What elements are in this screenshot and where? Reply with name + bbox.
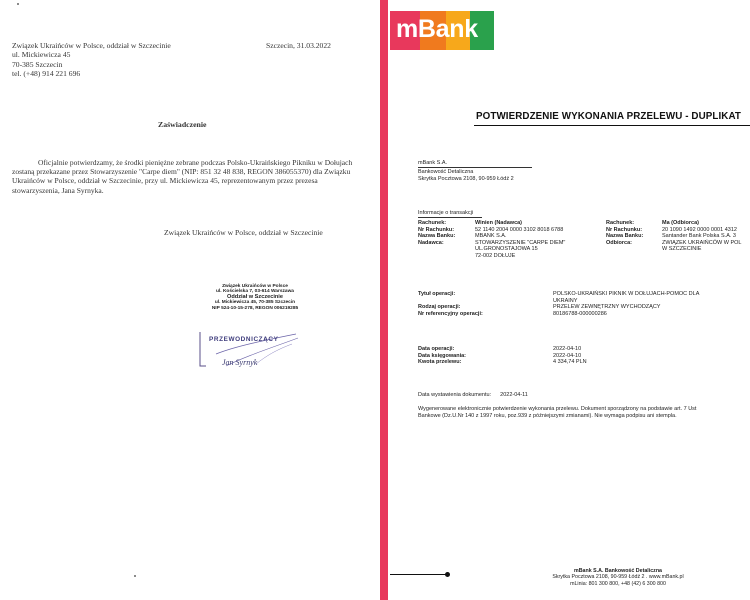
bank-transfer-confirmation: [388, 0, 750, 600]
receiver-labels: [606, 220, 643, 246]
field-label: Nr Rachunku:: [418, 226, 455, 233]
legal-line: Wygenerowane elektronicznie potwierdzenie wykonania przelewu. Dokument sporządzony na podstawie art. 7 Ust: [418, 406, 697, 412]
sender-address: [12, 41, 171, 79]
field-value: POLSKO-UKRAIŃSKI PIKNIK W DOŁUJACH-POMOC DLA: [553, 291, 700, 297]
sender-labels: [418, 220, 455, 246]
issuer-underline: [418, 167, 532, 168]
signature-name: Jan Syrnyk: [222, 358, 258, 367]
logo-text: mBank: [396, 15, 478, 43]
signature-stamp: [196, 326, 306, 376]
footer-line-text: Skrytka Pocztowa 2108, 90-959 Łódź 2 . www.mBank.pl: [552, 574, 684, 581]
mbank-logo: [390, 11, 494, 50]
letter-closing: Związek Ukraińców w Polsce, oddział w Szczecinie: [164, 228, 323, 237]
field-label: Nadawca:: [418, 239, 444, 246]
field-label: Nazwa Banku:: [418, 233, 456, 239]
footer-line: [390, 574, 446, 575]
field-label: Rachunek:: [606, 220, 635, 226]
issue-date-label: Data wystawienia dokumentu:: [418, 392, 492, 398]
field-value: Winien (Nadawca): [475, 220, 523, 226]
field-label: Odbiorca:: [606, 239, 632, 246]
page-divider: [380, 0, 388, 600]
sender-line: 70-385 Szczecin: [12, 59, 63, 69]
transaction-info-header: Informacje o transakcji: [418, 210, 474, 216]
date-labels: [418, 346, 466, 366]
letter-title: Zaświadczenie: [158, 120, 207, 129]
stamp-line: ul. Mickiewicza 45, 70-385 Szczecin: [214, 300, 296, 306]
operation-values: [553, 291, 699, 317]
footer-line-text: mBank S.A. Bankowość Detaliczna: [573, 568, 662, 574]
stamp-line: NIP 524-10-15-278, REGON 006219285: [211, 305, 299, 311]
field-value: 4 334,74 PLN: [553, 359, 587, 365]
field-value: 80186788-000000286: [553, 310, 607, 317]
field-value: Santander Bank Polska S.A. 3: [662, 233, 736, 239]
title-underline: [474, 125, 750, 126]
field-label: Nr referencyjny operacji:: [418, 310, 483, 317]
organization-stamp: [200, 284, 310, 311]
field-value: PRZELEW ZEWNĘTRZNY WYCHODZĄCY: [553, 304, 661, 310]
field-label: Rachunek:: [418, 220, 447, 226]
field-value: W SZCZECINIE: [662, 246, 702, 252]
field-label: Nazwa Banku:: [606, 233, 644, 239]
footer-line-text: mLinia: 801 300 800, +48 (42) 6 300 800: [570, 580, 666, 587]
bank-footer: [528, 568, 708, 587]
field-value: UKRAINY: [553, 297, 578, 304]
field-value: ZWIĄZEK UKRAIŃCÓW W POL: [662, 239, 742, 246]
field-label: Nr Rachunku:: [606, 226, 643, 233]
issue-date-value: 2022-04-11: [500, 392, 528, 398]
field-value: 2022-04-10: [553, 352, 582, 359]
issuer-block: [418, 169, 514, 182]
operation-labels: [418, 291, 483, 317]
issuer-line: Bankowość Detaliczna: [418, 169, 474, 175]
field-value: 2022-04-10: [553, 346, 582, 352]
signature-title: PRZEWODNICZĄCY: [209, 336, 279, 343]
field-label: Tytuł operacji:: [418, 291, 456, 297]
field-value: Ma (Odbiorca): [662, 220, 699, 226]
field-label: Rodzaj operacji:: [418, 304, 461, 310]
field-value: STOWARZYSZENIE "CARPE DIEM": [475, 239, 566, 246]
stamp-line: Związek Ukraińców w Polsce: [222, 284, 288, 289]
sender-line: ul. Mickiewicza 45: [12, 50, 71, 60]
issuer-line: Skrytka Pocztowa 2108, 90-959 Łódź 2: [418, 175, 514, 182]
field-value: UL.GRONOSTAJOWA 15: [475, 246, 538, 252]
signature-stroke-icon: [196, 326, 306, 376]
date-values: [553, 346, 587, 366]
field-value: 52 1140 2004 0000 3102 8018 6788: [475, 226, 564, 233]
place-date: Szczecin, 31.03.2022: [266, 41, 331, 50]
field-value: MBANK S.A.: [475, 233, 507, 239]
receiver-values: [662, 220, 741, 253]
field-value: 72-002 DOŁUJE: [475, 252, 516, 259]
legal-notice: [418, 406, 696, 419]
field-label: Data księgowania:: [418, 352, 466, 359]
issuer-line: mBank S.A.: [418, 160, 448, 166]
issue-date-row: [418, 392, 528, 399]
document-title: POTWIERDZENIE WYKONANIA PRZELEWU - DUPLIKAT: [476, 111, 741, 122]
info-underline: [418, 217, 482, 218]
scan-speck: [134, 575, 136, 577]
stamp-line: ul. Kościelska 7, 03-614 Warszawa: [216, 289, 294, 295]
scan-speck: [17, 3, 19, 5]
sender-line: Związek Ukraińców w Polsce, oddział w Szczecinie: [12, 41, 171, 50]
sender-values: [475, 220, 565, 259]
field-value: 20 1090 1492 0000 0001 4312: [662, 226, 737, 233]
sender-line: tel. (+48) 914 221 696: [12, 69, 81, 79]
footer-dot-icon: [445, 572, 450, 577]
field-label: Kwota przelewu:: [418, 359, 462, 365]
legal-line: Bankowe (Dz.U.Nr 140 z 1997 roku, poz.939 z późniejszymi zmianami). Nie wymaga podpisu ani stempla.: [418, 412, 677, 419]
stamp-line: Oddział w Szczecinie: [227, 293, 283, 300]
letter-body: Oficjalnie potwierdzamy, że środki pieniężne zebrane podczas Polsko-Ukraińskiego Pikniku w Dołujach zostaną przekazane przez Stowarzyszenie "Carpe diem" (NIP: 851 32 48 838, REGON 386055370) dla Związku Ukraińców w Polsce, oddział w Szczecinie, przy ul. Mickiewicza 45, reprezentowanym przez prezesa stowarzyszenia, Jana Syrnyka.: [12, 158, 353, 195]
issuer-block: [418, 160, 447, 167]
field-label: Data operacji:: [418, 346, 455, 352]
